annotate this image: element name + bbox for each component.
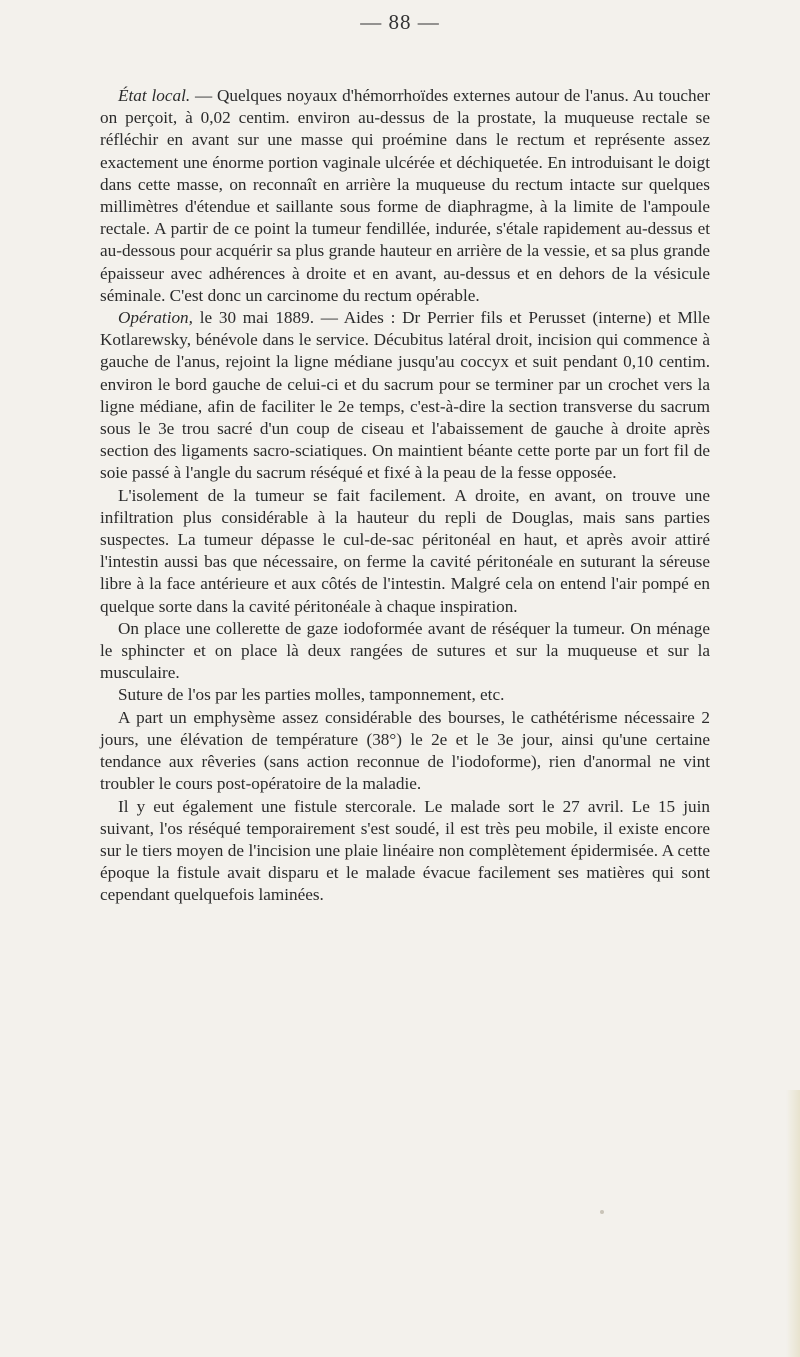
paragraph-text: — Quelques noyaux d'hémorrhoïdes externes autour de l'anus. Au toucher on perçoit, à 0,02 centim. environ au-dessus de la prostate, la muqueuse rectale se réfléchir en avant sur une masse qui proémine dans le rectum et représente assez exactement une énorme portion vaginale ulcérée et déchiquetée. En introduisant le doigt dans cette masse, on reconnaît en arrière la muqueuse du rectum intacte sur quelques millimètres d'étendue et saillante sous forme de diaphragme, à la limite de l'ampoule rectale. A partir de ce point la tumeur fendillée, indurée, s'étale rapidement au-dessus et au-dessous pour acquérir sa plus grande hauteur en arrière de la vessie, et sa plus grande épaisseur avec adhérences à droite et en avant, au-dessus et en dehors de la vésicule séminale. C'est donc un carcinome du rectum opérable. xyxy=(100,86,710,305)
paragraph-post-operatoire xyxy=(100,707,710,796)
section-lead: Opération, xyxy=(118,308,193,328)
paragraph-fistule xyxy=(100,796,710,907)
paragraph-text: On place une collerette de gaze iodoformée avant de réséquer la tumeur. On ménage le sphincter et on place là deux rangées de sutures et sur la muqueuse et sur la musculaire. xyxy=(100,618,710,683)
paragraph-suture xyxy=(100,684,710,706)
body-text xyxy=(100,85,710,907)
paragraph-collerette xyxy=(100,618,710,685)
paragraph-text: Il y eut également une fistule stercorale. Le malade sort le 27 avril. Le 15 juin suivant, l'os réséqué temporairement s'est soudé, il est très peu mobile, il existe encore sur le tiers moyen de l'incision une plaie linéaire non complètement épidermisée. A cette époque la fistule avait disparu et le malade évacue facilement ses matières qui sont cependant quelquefois laminées. xyxy=(100,796,710,905)
paragraph-text: Suture de l'os par les parties molles, tamponnement, etc. xyxy=(118,685,505,705)
paragraph-operation xyxy=(100,307,710,485)
paragraph-text: le 30 mai 1889. — Aides : Dr Perrier fils et Perusset (interne) et Mlle Kotlarewsky, bénévole dans le service. Décubitus latéral droit, incision qui commence à gauche de l'anus, rejoint la ligne médiane jusqu'au coccyx et suit pendant 0,10 centim. environ le bord gauche de celui-ci et du sacrum pour se terminer par un crochet vers la ligne médiane, afin de faciliter le 2e temps, c'est-à-dire la section transverse du sacrum sous le 3e trou sacré d'un coup de ciseau et l'abaissement de gauche à droite après section des ligaments sacro-sciatiques. On maintient béante cette porte par un fort fil de soie passé à l'angle du sacrum réséqué et fixé à la peau de la fesse opposée. xyxy=(100,308,710,483)
page-number: — 88 — xyxy=(360,10,440,34)
paragraph-text: A part un emphysème assez considérable des bourses, le cathétérisme nécessaire 2 jours, une élévation de température (38°) le 2e et le 3e jour, ainsi qu'une certaine tendance aux rêveries (sans action reconnue de l'iodoforme), rien d'anormal ne vint troubler le cours post-opératoire de la maladie. xyxy=(100,707,710,794)
paragraph-isolement xyxy=(100,485,710,618)
paragraph-etat-local xyxy=(100,85,710,307)
section-lead: État local. xyxy=(118,86,191,105)
paper-edge-stain xyxy=(786,1090,800,1357)
paragraph-text: L'isolement de la tumeur se fait facilement. A droite, en avant, on trouve une infiltration plus considérable à la hauteur du repli de Douglas, mais sans parties suspectes. La tumeur dépasse le cul-de-sac péritonéal en haut, et après avoir attiré l'intestin aussi bas que nécessaire, on ferme la cavité péritonéale en suturant la séreuse libre à la face antérieure et aux côtés de l'intestin. Malgré cela on entend l'air pompé en quelque sorte dans la cavité péritonéale à chaque inspiration. xyxy=(100,485,710,616)
paper-speck xyxy=(600,1210,604,1214)
